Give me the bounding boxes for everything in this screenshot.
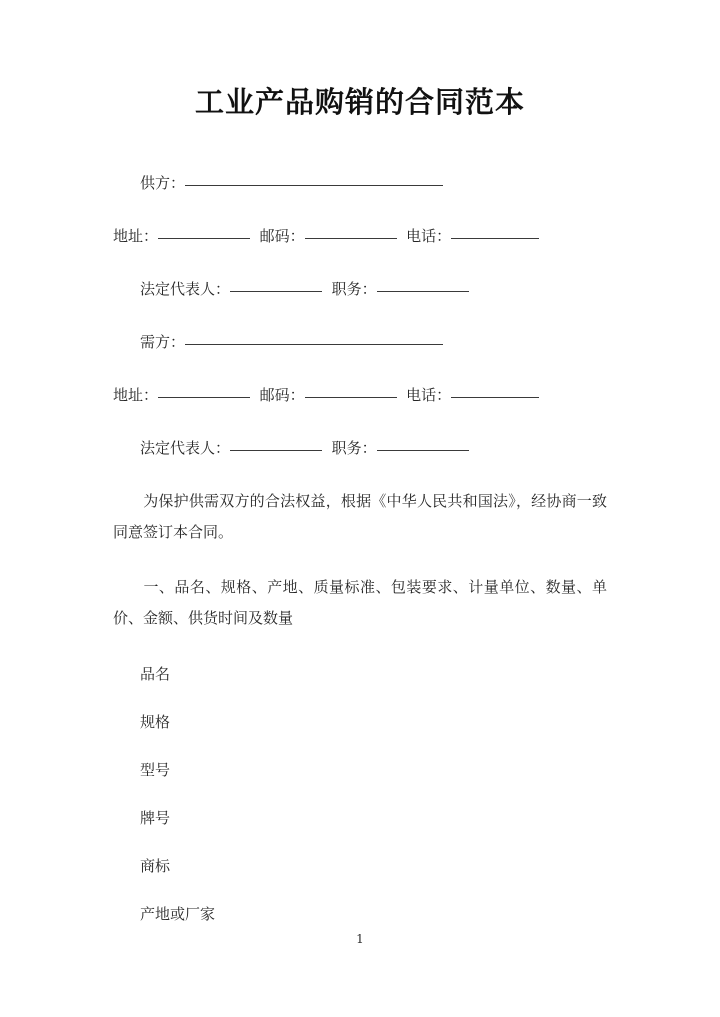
supplier-position-label: 职务： bbox=[331, 280, 377, 298]
preamble-paragraph bbox=[113, 486, 607, 548]
supplier-postcode-input[interactable] bbox=[305, 238, 397, 239]
supplier-legal-rep-label: 法定代表人： bbox=[140, 280, 231, 298]
buyer-representative-row bbox=[113, 441, 607, 456]
buyer-postcode-label: 邮码： bbox=[259, 386, 305, 404]
buyer-legal-rep-input[interactable] bbox=[230, 450, 322, 451]
document-body bbox=[113, 176, 607, 922]
supplier-party-label: 供方： bbox=[140, 174, 186, 192]
buyer-party-input[interactable] bbox=[185, 344, 443, 345]
supplier-position-input[interactable] bbox=[377, 291, 469, 292]
buyer-position-input[interactable] bbox=[377, 450, 469, 451]
list-item: 规格 bbox=[140, 713, 171, 731]
supplier-postcode-label: 邮码： bbox=[259, 227, 305, 245]
buyer-phone-label: 电话： bbox=[406, 386, 452, 404]
page-title: 工业产品购销的合同范本 bbox=[194, 85, 525, 119]
list-item: 牌号 bbox=[140, 809, 171, 827]
buyer-legal-rep-label: 法定代表人： bbox=[140, 439, 231, 457]
supplier-phone-input[interactable] bbox=[451, 238, 539, 239]
supplier-party-input[interactable] bbox=[185, 185, 443, 186]
list-item: 产地或厂家 bbox=[140, 905, 216, 923]
buyer-address-input[interactable] bbox=[158, 397, 250, 398]
section-one-paragraph bbox=[113, 572, 607, 634]
supplier-party-row bbox=[113, 176, 607, 191]
preamble-text: 为保护供需双方的合法权益，根据《中华人民共和国法》，经协商一致同意签订本合同。 bbox=[113, 492, 607, 541]
buyer-address-label: 地址： bbox=[113, 386, 159, 404]
list-item: 型号 bbox=[140, 761, 171, 779]
supplier-phone-label: 电话： bbox=[406, 227, 452, 245]
buyer-party-label: 需方： bbox=[140, 333, 186, 351]
buyer-position-label: 职务： bbox=[331, 439, 377, 457]
buyer-contact-row bbox=[113, 388, 607, 403]
section-one-text: 一、品名、规格、产地、质量标准、包装要求、计量单位、数量、单价、金额、供货时间及数量 bbox=[113, 578, 607, 627]
supplier-address-input[interactable] bbox=[158, 238, 250, 239]
supplier-contact-row bbox=[113, 229, 607, 244]
buyer-phone-input[interactable] bbox=[451, 397, 539, 398]
list-item: 品名 bbox=[140, 665, 171, 683]
supplier-representative-row bbox=[113, 282, 607, 297]
supplier-address-label: 地址： bbox=[113, 227, 159, 245]
buyer-postcode-input[interactable] bbox=[305, 397, 397, 398]
supplier-legal-rep-input[interactable] bbox=[230, 291, 322, 292]
list-item: 商标 bbox=[140, 857, 171, 875]
buyer-party-row bbox=[113, 335, 607, 350]
page-number: 1 bbox=[356, 932, 364, 946]
